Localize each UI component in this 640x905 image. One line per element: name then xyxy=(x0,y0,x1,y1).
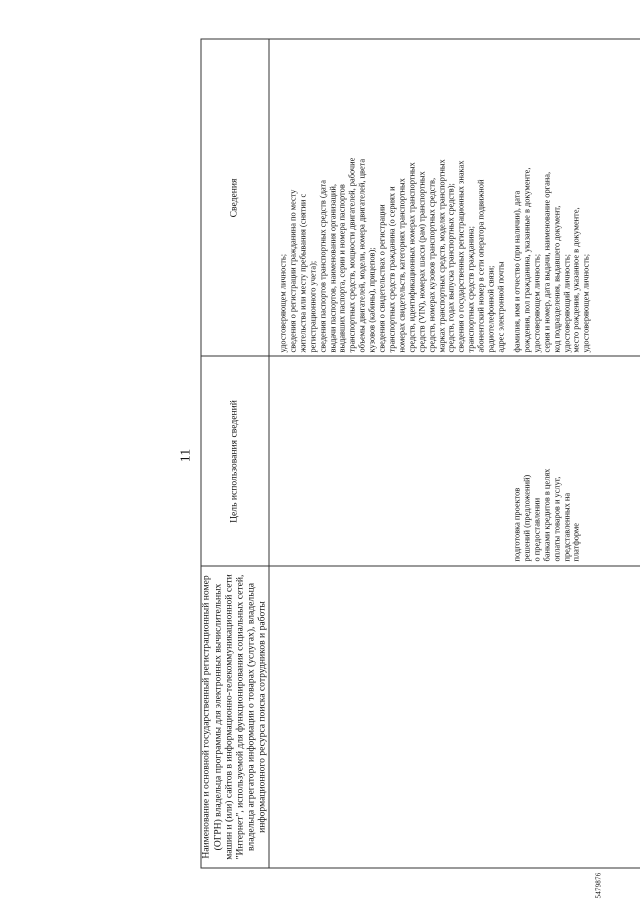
purpose-line: платформе xyxy=(571,522,581,561)
purpose-line: подготовка проектов xyxy=(512,487,521,561)
header-purpose xyxy=(200,356,268,566)
data-line: средств, номерах кузовов транспортных средств, xyxy=(426,177,436,352)
header-data xyxy=(200,39,268,356)
document-id: 5479876 xyxy=(594,872,602,898)
purpose-line: представленных на xyxy=(561,492,571,561)
header-owner xyxy=(200,566,268,867)
header-data-text: Сведения xyxy=(228,178,240,217)
data-line: код подразделения, выдавшего документ, xyxy=(551,205,561,352)
data-line: номерах свидетельств, категориях транспортных xyxy=(396,177,406,352)
data-line: удостоверяющем личность; xyxy=(531,253,541,352)
purpose-cell-block2 xyxy=(512,361,581,561)
purpose-line: решений (предложений) xyxy=(521,474,531,561)
data-line: удостоверяющем личность; xyxy=(278,253,287,352)
data-line: сведения о свидетельствах о регистрации xyxy=(377,203,387,352)
data-line: средств (VIN), номерах шасси (рам) транспортных xyxy=(416,170,426,352)
data-cell-block2 xyxy=(512,42,591,352)
data-line: серия и номер, дата выдачи, наименование органа, xyxy=(541,171,551,352)
data-line: сведения о государственных регистрационных знаках xyxy=(456,160,466,352)
data-line: средств, идентификационных номерах транспортных xyxy=(406,161,416,352)
page-number: 11 xyxy=(178,448,193,462)
data-line: объемы двигателей, модели, номера двигателей, цвета xyxy=(357,158,367,352)
data-line: фамилия, имя и отчество (при наличии), дата xyxy=(512,190,521,352)
purpose-line: о предоставлении xyxy=(531,497,541,561)
data-line: марках транспортных средств, моделях транспортных xyxy=(436,158,446,352)
data-line: удостоверяющем личность; xyxy=(581,253,591,352)
data-cell-block1 xyxy=(278,42,506,352)
header-owner-text: Наименование и основной государственный регистрационный номер (ОГРН) владельца программы для электронных вычислительных машин и (или) сайтов в информационно-телекоммуникационной сети "Интернет", используемой для функционирования социальных сетей, владельца агрегатора информации о товарах (услугах), владельца информационного ресурса поиска сотрудников и работы xyxy=(200,573,268,860)
purpose-line: оплаты товаров и услуг, xyxy=(551,476,561,561)
data-line: средств, годах выпуска транспортных средств); xyxy=(446,182,456,352)
data-line: абонентский номер в сети оператора подвижной xyxy=(476,179,486,352)
data-line: транспортных средств, мощности двигателей, рабочие xyxy=(347,157,357,352)
data-line: сведения о регистрации гражданина по месту xyxy=(287,189,297,352)
data-line: место рождения, указанное в документе, xyxy=(571,206,581,352)
data-line: радиотелефонной связи; xyxy=(486,265,496,352)
data-line: жительства или месту пребывания (снятии с xyxy=(297,193,307,352)
data-line: адрес электронной почты xyxy=(495,260,505,352)
data-line: рождения, пол гражданина, указанные в документе, xyxy=(521,167,531,352)
data-line: удостоверяющий личность; xyxy=(561,253,571,352)
data-line: транспортных средств гражданина (о сериях и xyxy=(386,185,396,352)
data-line: транспортных средств гражданина; xyxy=(466,225,476,352)
purpose-line: банками кредитов в целях xyxy=(541,468,551,561)
data-line: сведения паспортов транспортных средств (дата xyxy=(317,179,327,352)
data-line: выдачи паспортов, наименования организаций, xyxy=(327,183,337,352)
data-line: кузовов (кабины), прицепов); xyxy=(367,246,377,352)
header-purpose-text: Цель использования сведений xyxy=(228,399,240,523)
data-line: регистрационного учета); xyxy=(307,260,317,352)
data-line: выдавших паспорта, серии и номера паспортов xyxy=(337,183,347,352)
